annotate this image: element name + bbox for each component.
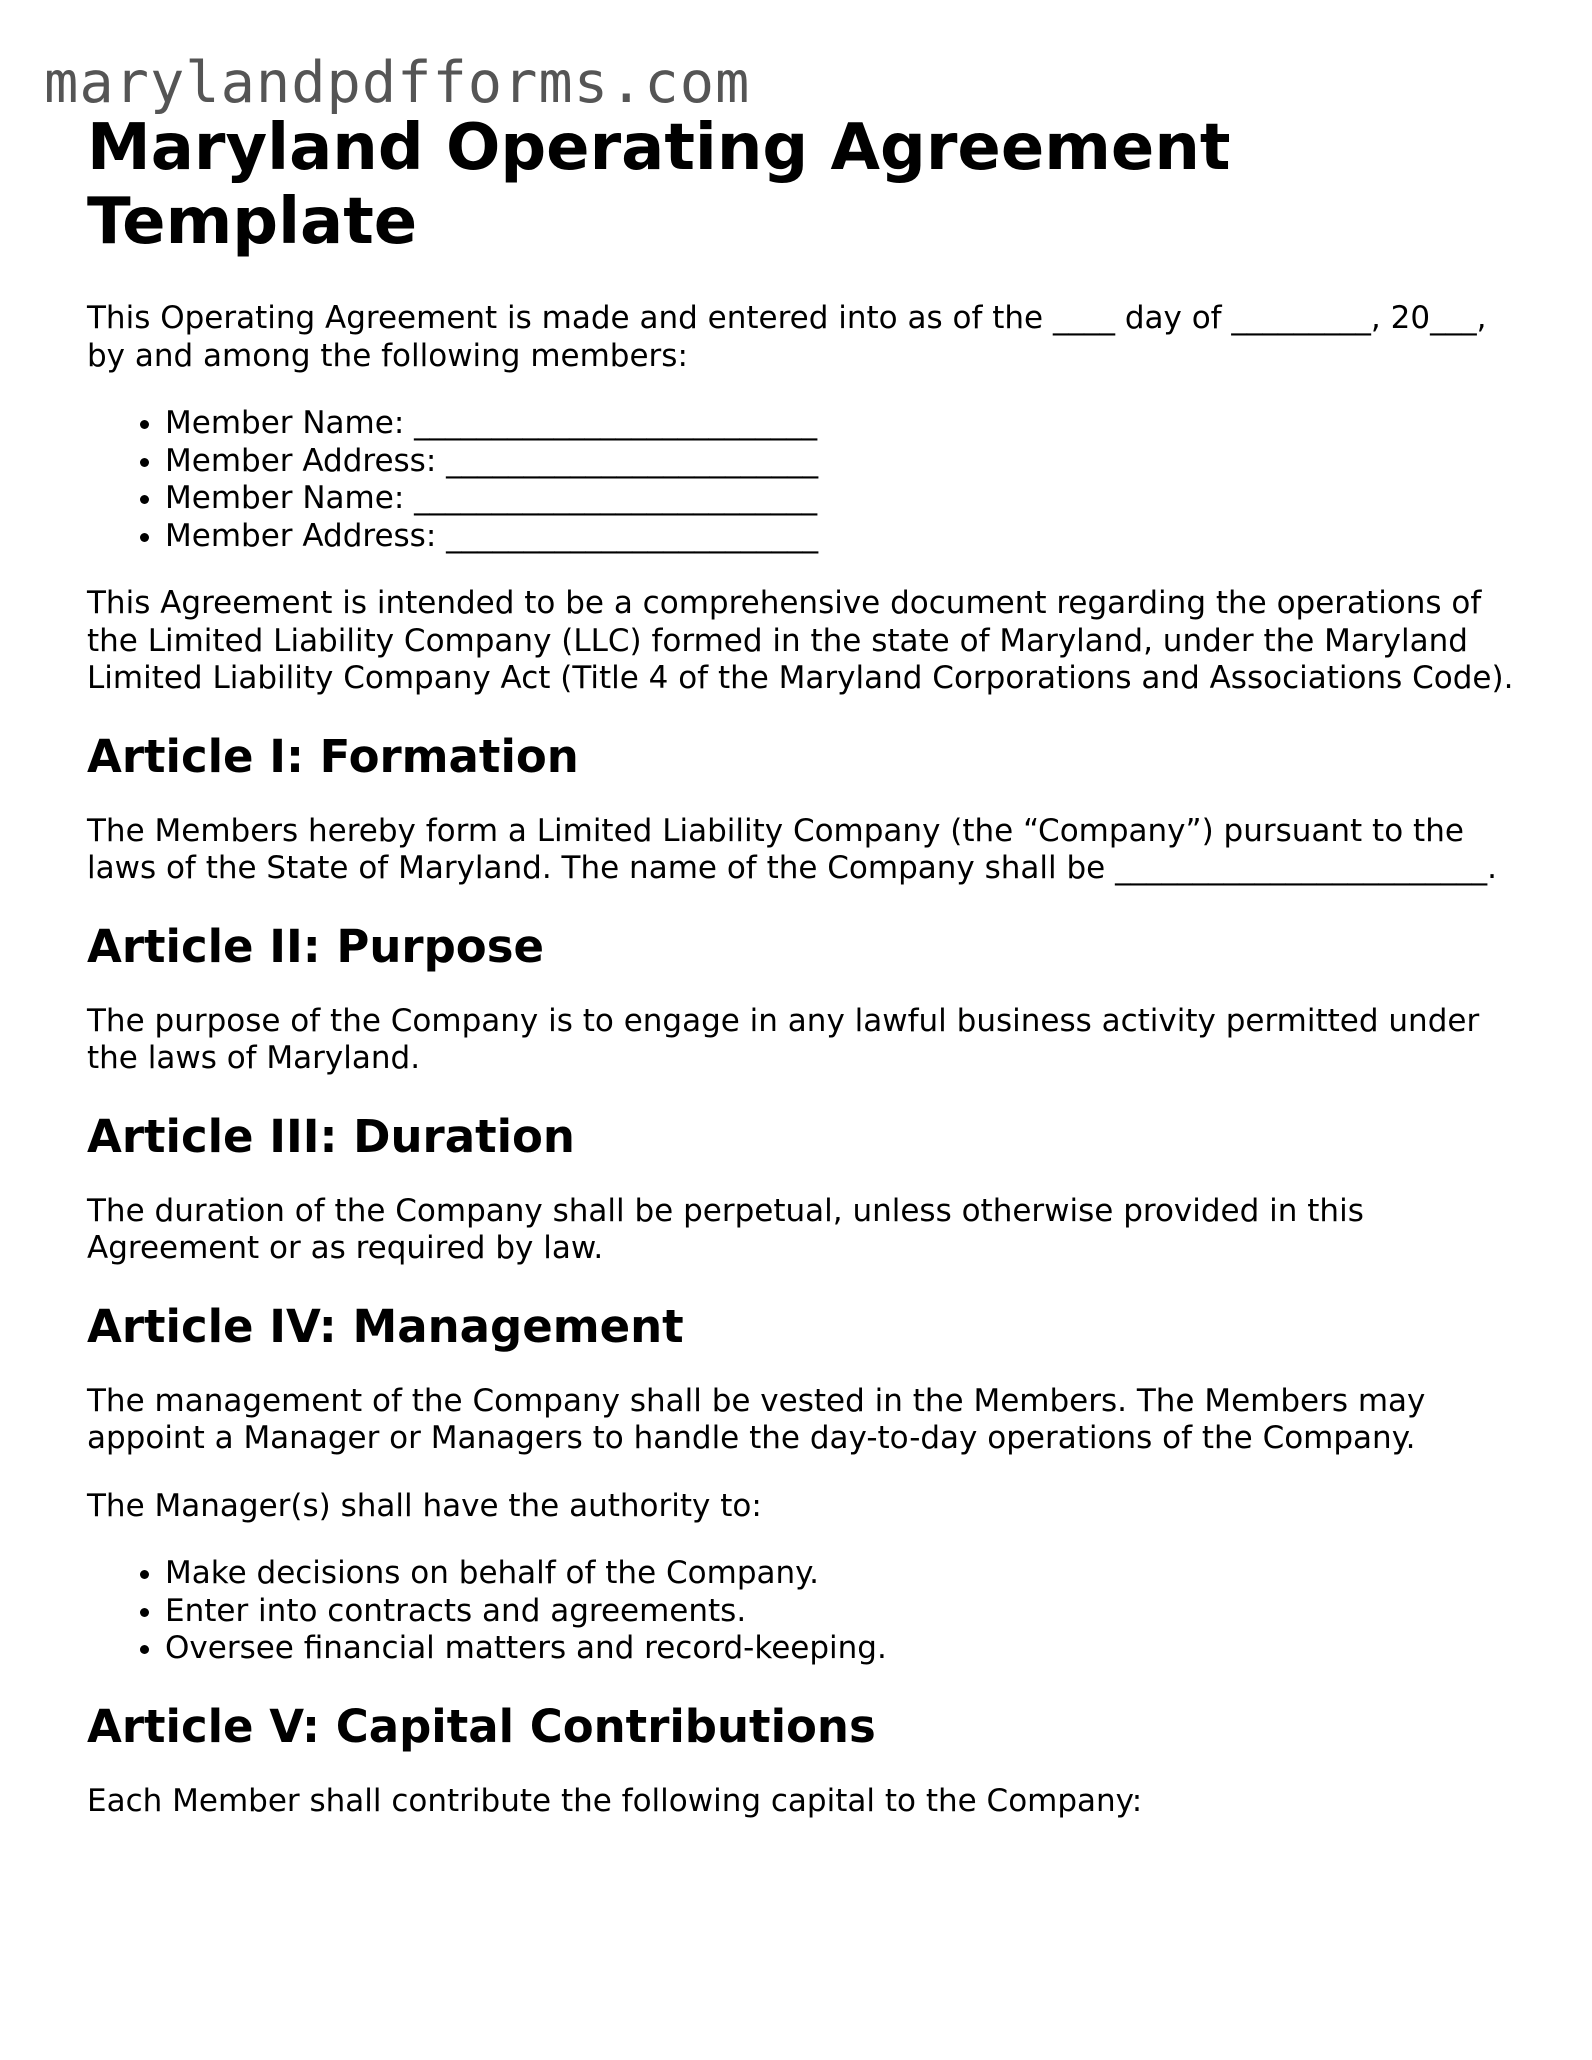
article-heading: Article V: Capital Contributions [87,1699,876,1753]
article-text: The purpose of the Company is to engage in any lawful business activity permitted under the laws of Maryland. [87,1002,1480,1076]
article-duration [87,1108,1517,1268]
list-item: • Member Address: ________________________ [165,443,1517,481]
article-formation [87,728,1517,888]
article-heading: Article III: Duration [87,1109,575,1163]
article-heading: Article I: Formation [87,729,579,783]
article-management [87,1298,1517,1668]
list-item: • Member Address: ________________________ [165,518,1517,556]
article-purpose [87,918,1517,1078]
article-text: The duration of the Company shall be perpetual, unless otherwise provided in this Agreement or as required by law. [87,1192,1364,1266]
article-text: The Manager(s) shall have the authority to: [87,1487,762,1524]
article-text: Each Member shall contribute the following capital to the Company: [87,1782,1143,1819]
manager-authority-list [87,1555,1517,1668]
document-body [87,111,1517,1850]
article-text: The management of the Company shall be vested in the Members. The Members may appoint a Manager or Managers to handle the day-to-day operations of the Company. [87,1382,1426,1456]
list-item: • Member Name: __________________________ [165,480,1517,518]
list-item: • Oversee financial matters and record-keeping. [165,1630,1517,1668]
article-capital-contributions [87,1698,1517,1821]
list-item: • Enter into contracts and agreements. [165,1593,1517,1631]
article-heading: Article II: Purpose [87,919,545,973]
intro-paragraph: This Operating Agreement is made and entered into as of the ____ day of _________, 20___, by and among the following members: [87,300,1487,374]
article-heading: Article IV: Management [87,1299,684,1353]
article-text: The Members hereby form a Limited Liability Company (the “Company”) pursuant to the laws of the State of Maryland. The name of the Company shall be ________________________. [87,812,1497,886]
list-item: • Make decisions on behalf of the Company. [165,1555,1517,1593]
watermark: marylandpdfforms.com [44,50,751,116]
purpose-statement: This Agreement is intended to be a comprehensive document regarding the operations of the Limited Liability Company (LLC) formed in the state of Maryland, under the Maryland Limited Liability Company Act (Title 4 of the Maryland Corporations and Associations Code). [87,585,1514,696]
list-item: • Member Name: __________________________ [165,405,1517,443]
page-title: Maryland Operating Agreement Template [87,111,1231,259]
members-list [87,405,1517,555]
